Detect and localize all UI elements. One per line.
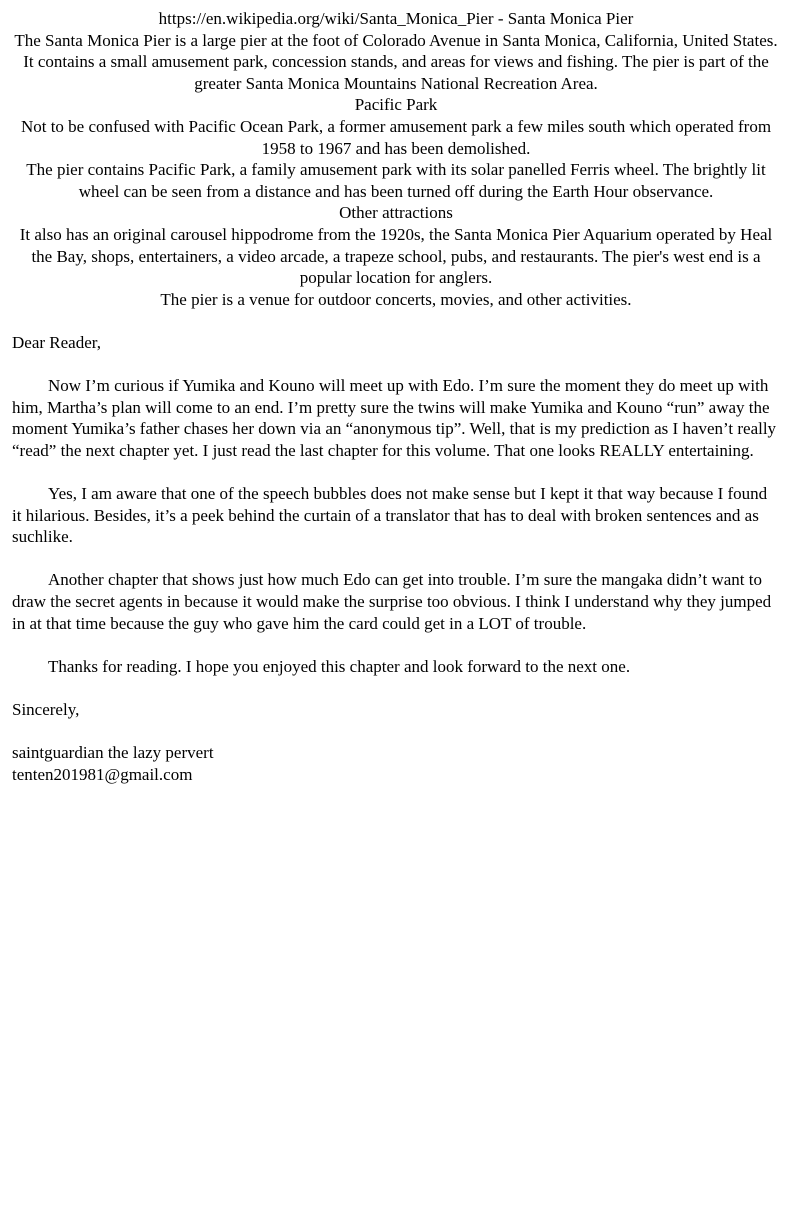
pacific-park-paragraph: The pier contains Pacific Park, a family amusement park with its solar panelled Ferris wheel. The brightly lit wheel can be seen from a distance and has been turned off during the Earth Hour observance. — [26, 160, 766, 201]
letter-paragraph: Another chapter that shows just how much Edo can get into trouble. I’m sure the mangaka didn’t want to draw the secret agents in because it would make the surprise too obvious. I think I understand why they jumped in at that time because the guy who gave him the card could get in a LOT of trouble. — [12, 570, 772, 633]
spacer — [12, 354, 780, 376]
spacer — [12, 634, 780, 656]
other-attractions-paragraph: It also has an original carousel hippodrome from the 1920s, the Santa Monica Pier Aquarium operated by Heal the Bay, shops, entertainers, a video arcade, a trapeze school, pubs, and restaurants. The pier's west end is a popular location for anglers. — [19, 224, 773, 288]
section-heading-pacific-park: Pacific Park — [354, 95, 438, 115]
disambiguation-note: Not to be confused with Pacific Ocean Park, a former amusement park a few miles south which operated from 1958 to 1967 and has been demolished. — [20, 116, 772, 158]
spacer — [12, 310, 780, 332]
closing: Sincerely, — [12, 700, 80, 719]
signature-name: saintguardian the lazy pervert — [12, 743, 214, 763]
spacer — [12, 677, 780, 699]
venue-paragraph: The pier is a venue for outdoor concerts, movies, and other activities. — [160, 289, 632, 309]
salutation: Dear Reader, — [12, 332, 101, 352]
spacer — [12, 548, 780, 570]
spacer — [12, 721, 780, 743]
signature-email: tenten201981@gmail.com — [12, 764, 193, 784]
spacer — [12, 461, 780, 483]
letter-paragraph: Yes, I am aware that one of the speech bubbles does not make sense but I kept it that way because I found it hilarious. Besides, it’s a peek behind the curtain of a translator that has to deal with broken sentences and as suchlike. — [12, 484, 768, 547]
letter-paragraph: Thanks for reading. I hope you enjoyed this chapter and look forward to the next one. — [48, 656, 631, 676]
intro-paragraph: The Santa Monica Pier is a large pier at the foot of Colorado Avenue in Santa Monica, California, United States. It contains a small amusement park, concession stands, and areas for views and fishing. The pier is part of the greater Santa Monica Mountains National Recreation Area. — [14, 30, 778, 93]
section-heading-other-attractions: Other attractions — [339, 203, 453, 223]
letter-paragraph: Now I’m curious if Yumika and Kouno will meet up with Edo. I’m sure the moment they do meet up with him, Martha’s plan will come to an end. I’m pretty sure the twins will make Yumika and Kouno “run” away the moment Yumika’s father chases her down via an “anonymous tip”. Well, that is my prediction as I haven’t really “read” the next chapter yet. I just read the last chapter for this volume. That one looks REALLY entertaining. — [12, 376, 777, 460]
source-line: https://en.wikipedia.org/wiki/Santa_Monica_Pier - Santa Monica Pier — [158, 9, 634, 28]
